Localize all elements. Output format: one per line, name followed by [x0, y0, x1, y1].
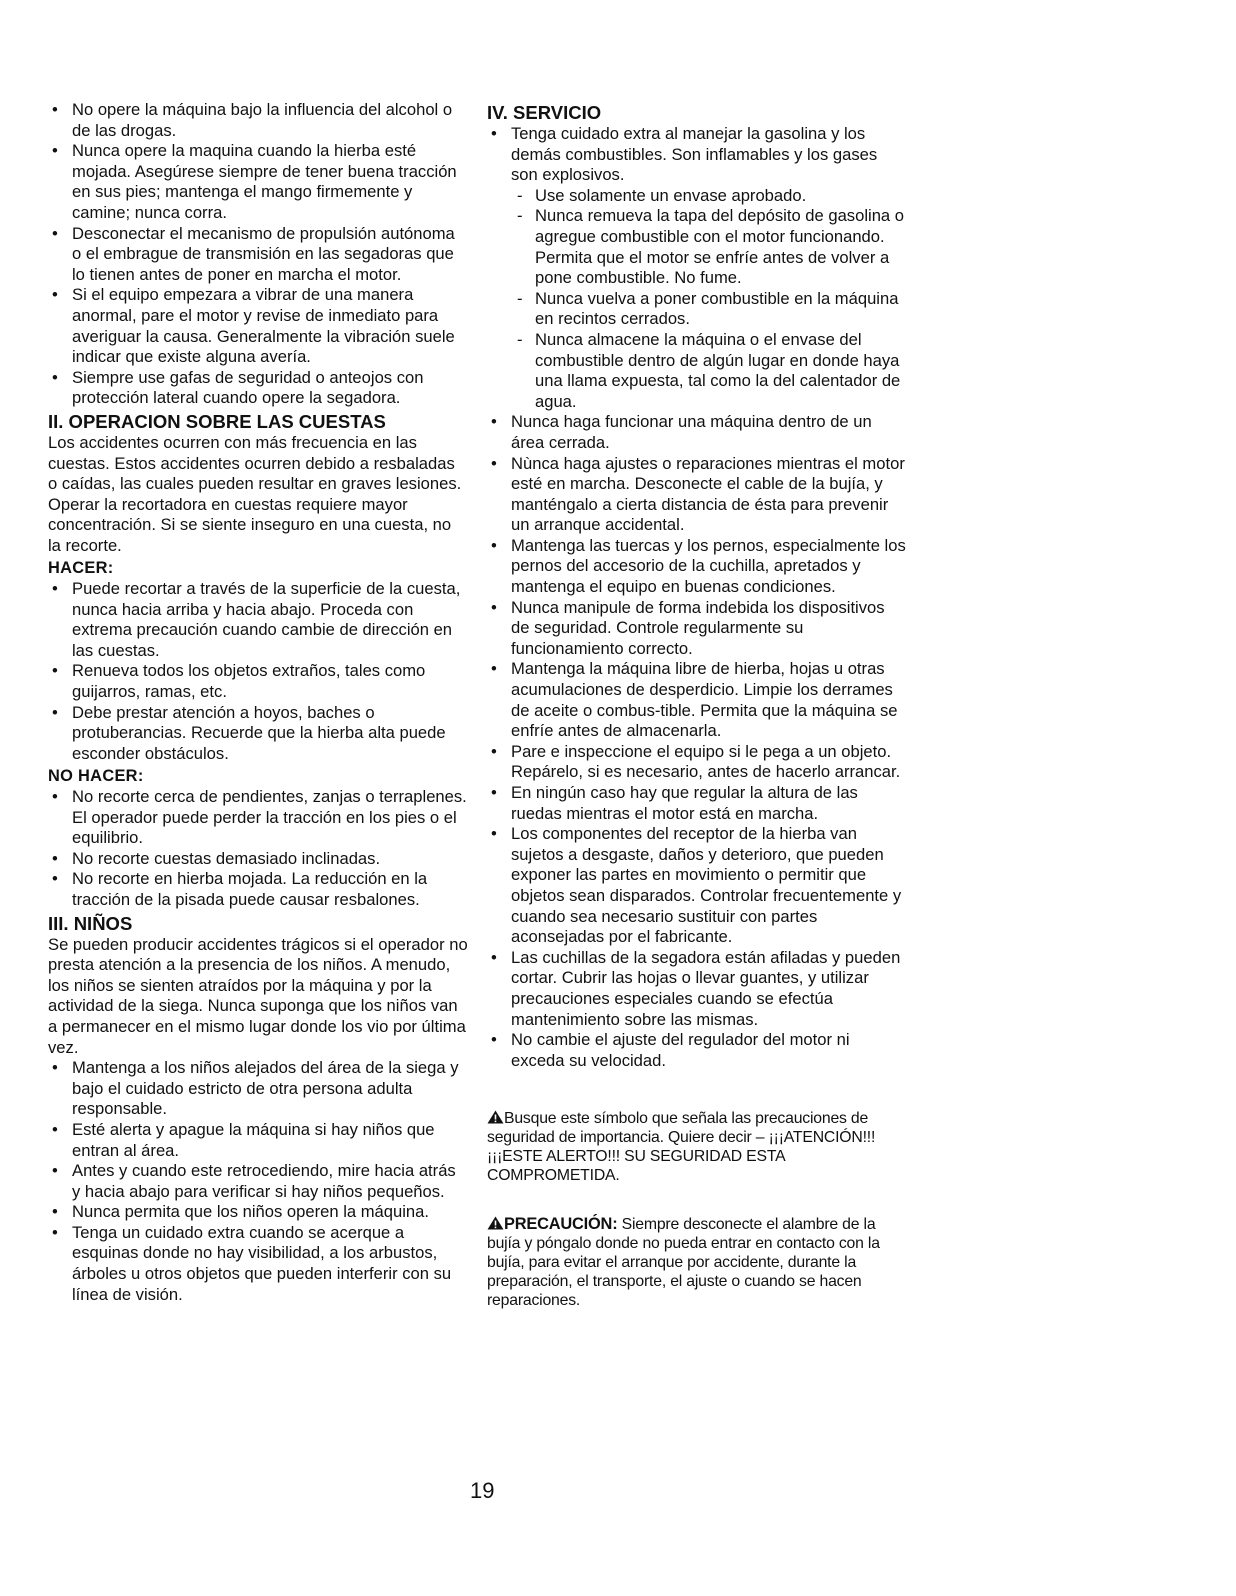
list-item: • Esté alerta y apague la máquina si hay niños que entran al área. [48, 1120, 468, 1161]
page-number: 19 [470, 1478, 495, 1503]
fuel-bullet-list [487, 124, 907, 412]
list-item: • Nunca manipule de forma indebida los dispositivos de seguridad. Controle regularmente su funcionamiento correcto. [487, 598, 907, 660]
fuel-bullet-text: Tenga cuidado extra al manejar la gasolina y los demás combustibles. Son inflamables y los gases son explosivos. [511, 124, 878, 185]
list-item: - Use solamente un envase aprobado. [515, 186, 907, 207]
list-item: • Debe prestar atención a hoyos, baches o protuberancias. Recuerde que la hierba alta puede esconder obstáculos. [48, 703, 468, 765]
list-item: • Puede recortar a través de la superficie de la cuesta, nunca hacia arriba y hacia abajo. Proceda con extrema precaución cuando cambie de dirección en las cuestas. [48, 579, 468, 661]
list-item: - Nunca remueva la tapa del depósito de gasolina o agregue combustible con el motor funcionando. Permita que el motor se enfríe antes de volver a pone combustible. No fume. [515, 206, 907, 288]
list-item: • Renueva todos los objetos extraños, tales como guijarros, ramas, etc. [48, 661, 468, 702]
slopes-intro-paragraph: Los accidentes ocurren con más frecuencia en las cuestas. Estos accidentes ocurren debido a resbaladas o caídas, las cuales pueden resultar en graves lesiones. Operar la recortadora en cuestas requiere mayor concentración. Si se siente inseguro en una cuesta, no la recorte. [48, 432, 462, 555]
safety-symbol-note [487, 1109, 907, 1185]
list-item: • Siempre use gafas de seguridad o anteojos con protección lateral cuando opere la segadora. [48, 368, 468, 409]
list-item: • Antes y cuando este retrocediendo, mire hacia atrás y hacia abajo para verificar si hay niños pequeños. [48, 1161, 468, 1202]
list-item: • Tenga un cuidado extra cuando se acerque a esquinas donde no hay visibilidad, a los arbustos, árboles u otros objetos que pueden interferir con su línea de visión. [48, 1223, 468, 1305]
list-item: • No recorte cuestas demasiado inclinadas. [48, 849, 468, 870]
warning-triangle-icon [487, 1110, 504, 1124]
list-item: • Mantenga las tuercas y los pernos, especialmente los pernos del accesorio de la cuchilla, apretados y mantenga el equipo en buenas condiciones. [487, 536, 907, 598]
section-heading-children: III. NIÑOS [48, 912, 133, 934]
do-heading: HACER: [48, 559, 114, 578]
section-heading-slopes: II. OPERACION SOBRE LAS CUESTAS [48, 410, 386, 432]
list-item: • Pare e inspeccione el equipo si le pega a un objeto. Repárelo, si es necesario, antes de hacerlo arrancar. [487, 742, 907, 783]
list-item: • Los componentes del receptor de la hierba van sujetos a desgaste, daños y deterioro, que pueden exponer las partes en movimiento o permitir que objetos sean disparados. Controlar frecuentemente y cuando sea necesario sustituir con partes aconsejadas por el fabricante. [487, 824, 907, 948]
fuel-sub-list [511, 186, 907, 413]
list-item: • Nunca opere la maquina cuando la hierba esté mojada. Asegúrese siempre de tener buena tracción en sus pies; mantenga el mango firmemente y camine; nunca corra. [48, 141, 468, 223]
list-item: • En ningún caso hay que regular la altura de las ruedas mientras el motor está en marcha. [487, 783, 907, 824]
caution-note [487, 1215, 907, 1310]
children-intro-paragraph: Se pueden producir accidentes trágicos si el operador no presta atención a la presencia de los niños. A menudo, los niños se sienten atraídos por la máquina y por la actividad de la siega. Nunca suponga que los niños van a permanecer en el mismo lugar donde los vio por última vez. [48, 934, 468, 1057]
symbol-note-text: Busque este símbolo que señala las precauciones de seguridad de importancia. Quiere decir – ¡¡¡ATENCIÓN!!! ¡¡¡ESTE ALERTO!!! SU SEGURIDAD ESTA COMPROMETIDA. [487, 1110, 876, 1185]
list-item: • Nùnca haga ajustes o reparaciones mientras el motor esté en marcha. Desconecte el cable de la bujía, y manténgalo a cierta distancia de ésta para prevenir un arranque accidental. [487, 454, 907, 536]
list-item: • No recorte cerca de pendientes, zanjas o terraplenes. El operador puede perder la tracción en los pies o el equilibrio. [48, 787, 468, 849]
list-item: • Nunca haga funcionar una máquina dentro de un área cerrada. [487, 412, 907, 453]
list-item [487, 124, 907, 412]
left-column [48, 100, 468, 1305]
list-item: - Nunca vuelva a poner combustible en la máquina en recintos cerrados. [515, 289, 907, 330]
list-item: • No opere la máquina bajo la influencia del alcohol o de las drogas. [48, 100, 468, 141]
intro-bullet-list [48, 100, 468, 409]
right-column [487, 100, 907, 1310]
warning-triangle-icon [487, 1216, 504, 1230]
list-item: • Si el equipo empezara a vibrar de una manera anormal, pare el motor y revise de inmediato para averiguar la causa. Generalmente la vibración suele indicar que existe alguna avería. [48, 285, 468, 367]
list-item: - Nunca almacene la máquina o el envase del combustible dentro de algún lugar en donde haya una llama expuesta, tal como la del calentador de agua. [515, 330, 907, 412]
list-item: • No cambie el ajuste del regulador del motor ni exceda su velocidad. [487, 1030, 907, 1071]
list-item: • Desconectar el mecanismo de propulsión autónoma o el embrague de transmisión en las segadoras que lo tienen antes de poner en marcha el motor. [48, 224, 468, 286]
list-item: • Mantenga a los niños alejados del área de la siega y bajo el cuidado estricto de otra persona adulta responsable. [48, 1058, 468, 1120]
dont-list [48, 787, 468, 911]
list-item: • Mantenga la máquina libre de hierba, hojas u otras acumulaciones de desperdicio. Limpie los derrames de aceite o combus-tible. Permita que la máquina se enfríe antes de almacenarla. [487, 659, 907, 741]
list-item: • Las cuchillas de la segadora están afiladas y pueden cortar. Cubrir las hojas o llevar guantes, y utilizar precauciones especiales cuando se efectúa mantenimiento sobre las mismas. [487, 948, 907, 1030]
do-list [48, 579, 468, 764]
dont-heading: NO HACER: [48, 767, 144, 786]
caution-label: PRECAUCIÓN: [504, 1215, 618, 1234]
list-item: • No recorte en hierba mojada. La reducción en la tracción de la pisada puede causar resbalones. [48, 869, 468, 910]
list-item: • Nunca permita que los niños operen la máquina. [48, 1202, 468, 1223]
service-list [487, 412, 907, 1071]
children-list [48, 1058, 468, 1305]
section-heading-service: IV. SERVICIO [487, 102, 602, 123]
caution-text: Siempre desconecte el alambre de la bujía y póngalo donde no pueda entrar en contacto con la bujía, para evitar el arranque por accidente, durante la preparación, el transporte, el ajuste o cuando se hacen reparaciones. [487, 1216, 880, 1310]
